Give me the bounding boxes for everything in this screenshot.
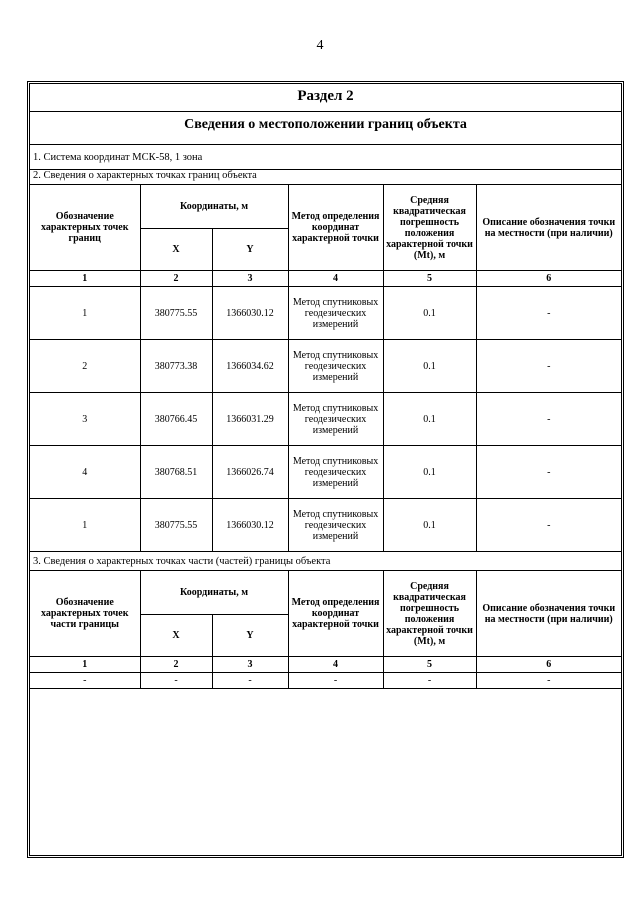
header-y: Y xyxy=(212,615,288,657)
coord-x: 380775.55 xyxy=(140,499,212,552)
coord-x: 380775.55 xyxy=(140,287,212,340)
error: 0.1 xyxy=(383,340,476,393)
header-method: Метод определения координат характерной точки xyxy=(288,571,383,657)
coord-y: - xyxy=(212,673,288,689)
header-method: Метод определения координат характерной точки xyxy=(288,185,383,271)
table1-caption: 2. Сведения о характерных точках границ объекта xyxy=(33,170,257,181)
description: - xyxy=(476,673,621,689)
table-boundary-points xyxy=(30,184,621,552)
section-subtitle: Сведения о местоположении границ объекта xyxy=(184,117,467,132)
description: - xyxy=(476,340,621,393)
page-number: 4 xyxy=(316,38,324,53)
header-designation: Обозначение характерных точек части границы xyxy=(30,571,140,657)
column-numbers-row xyxy=(30,657,621,673)
method: Метод спутниковых геодезических измерений xyxy=(288,393,383,446)
header-error: Средняя квадратическая погрешность положения характерной точки (Mt), м xyxy=(383,185,476,271)
description: - xyxy=(476,499,621,552)
error: 0.1 xyxy=(383,393,476,446)
divider xyxy=(30,144,621,145)
error: 0.1 xyxy=(383,287,476,340)
table2-caption: 3. Сведения о характерных точках части (частей) границы объекта xyxy=(33,556,331,567)
table-part-boundary-points xyxy=(30,570,621,689)
column-number: 2 xyxy=(140,271,212,287)
column-number: 1 xyxy=(30,657,140,673)
column-number: 6 xyxy=(476,271,621,287)
header-x: X xyxy=(140,615,212,657)
method: Метод спутниковых геодезических измерений xyxy=(288,340,383,393)
method: Метод спутниковых геодезических измерений xyxy=(288,446,383,499)
description: - xyxy=(476,446,621,499)
column-numbers-row xyxy=(30,271,621,287)
coord-x: 380768.51 xyxy=(140,446,212,499)
point-id: 4 xyxy=(30,446,140,499)
table-row xyxy=(30,393,621,446)
table-row xyxy=(30,340,621,393)
table-row xyxy=(30,446,621,499)
description: - xyxy=(476,393,621,446)
method: Метод спутниковых геодезических измерений xyxy=(288,287,383,340)
coord-x: - xyxy=(140,673,212,689)
column-number: 3 xyxy=(212,271,288,287)
table-row xyxy=(30,499,621,552)
header-y: Y xyxy=(212,229,288,271)
column-number: 1 xyxy=(30,271,140,287)
column-number: 4 xyxy=(288,657,383,673)
coord-y: 1366030.12 xyxy=(212,287,288,340)
error: - xyxy=(383,673,476,689)
column-number: 3 xyxy=(212,657,288,673)
header-x: X xyxy=(140,229,212,271)
method: Метод спутниковых геодезических измерений xyxy=(288,499,383,552)
column-number: 2 xyxy=(140,657,212,673)
point-id: - xyxy=(30,673,140,689)
description: - xyxy=(476,287,621,340)
error: 0.1 xyxy=(383,499,476,552)
coord-system: 1. Система координат МСК-58, 1 зона xyxy=(33,152,203,163)
divider xyxy=(30,111,621,112)
header-error: Средняя квадратическая погрешность положения характерной точки (Mt), м xyxy=(383,571,476,657)
point-id: 3 xyxy=(30,393,140,446)
header-designation: Обозначение характерных точек границ xyxy=(30,185,140,271)
coord-y: 1366030.12 xyxy=(212,499,288,552)
column-number: 5 xyxy=(383,271,476,287)
column-number: 5 xyxy=(383,657,476,673)
coord-y: 1366034.62 xyxy=(212,340,288,393)
point-id: 1 xyxy=(30,499,140,552)
table-row xyxy=(30,287,621,340)
error: 0.1 xyxy=(383,446,476,499)
coord-x: 380773.38 xyxy=(140,340,212,393)
point-id: 1 xyxy=(30,287,140,340)
header-description: Описание обозначения точки на местности (при наличии) xyxy=(476,571,621,657)
column-number: 4 xyxy=(288,271,383,287)
document-frame xyxy=(27,81,624,858)
coord-y: 1366026.74 xyxy=(212,446,288,499)
column-number: 6 xyxy=(476,657,621,673)
coord-y: 1366031.29 xyxy=(212,393,288,446)
coord-x: 380766.45 xyxy=(140,393,212,446)
header-description: Описание обозначения точки на местности (при наличии) xyxy=(476,185,621,271)
point-id: 2 xyxy=(30,340,140,393)
section-title: Раздел 2 xyxy=(297,88,354,104)
method: - xyxy=(288,673,383,689)
table-row xyxy=(30,673,621,689)
header-coordinates: Координаты, м xyxy=(140,185,288,229)
header-coordinates: Координаты, м xyxy=(140,571,288,615)
